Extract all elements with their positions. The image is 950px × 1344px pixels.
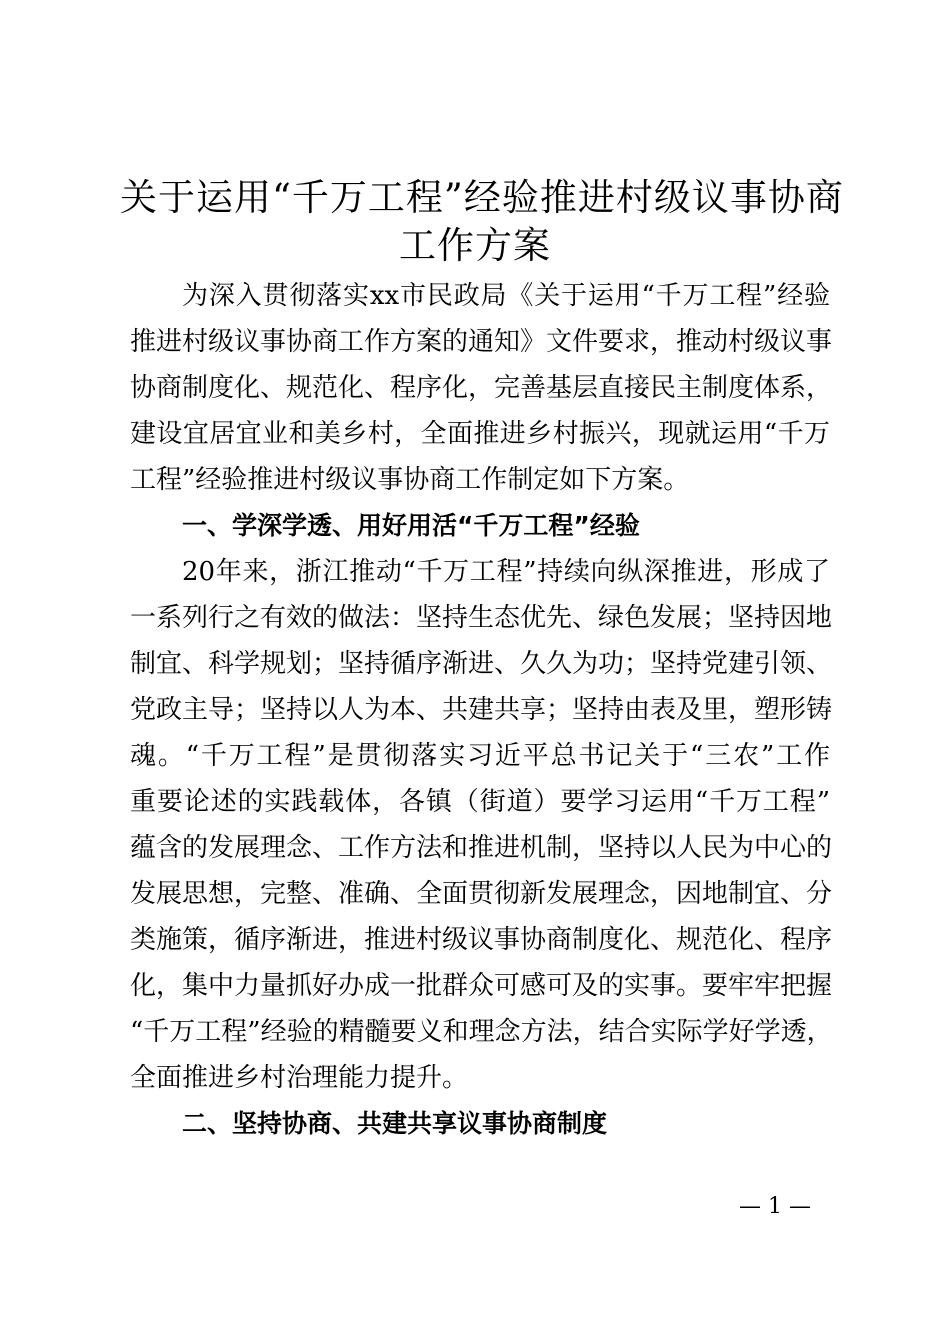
section1-paragraph-line: 魂。“千万工程”是贯彻落实习近平总书记关于“三农”工作	[130, 741, 830, 771]
section1-paragraph-line: 类施策，循序渐进，推进村级议事协商制度化、规范化、程序	[130, 925, 833, 955]
section1-paragraph-line: 一系列行之有效的做法：坚持生态优先、绿色发展；坚持因地	[130, 603, 833, 633]
section1-paragraph-line: 制宜、科学规划；坚持循序渐进、久久为功；坚持党建引领、	[130, 649, 833, 679]
section1-paragraph-line: 化，集中力量抓好办成一批群众可感可及的实事。要牢牢把握	[130, 971, 833, 1001]
section1-paragraph-line: 20年来，浙江推动“千万工程”持续向纵深推进，形成了	[182, 557, 830, 587]
intro-paragraph-line: 建设宜居宜业和美乡村，全面推进乡村振兴，现就运用“千万	[130, 419, 830, 449]
intro-paragraph-line: 为深入贯彻落实xx市民政局《关于运用“千万工程”经验	[182, 281, 830, 311]
intro-paragraph-line: 协商制度化、规范化、程序化，完善基层直接民主制度体系，	[130, 373, 833, 403]
document-title-line-2: 工作方案	[399, 224, 551, 267]
page-number: — 1 —	[739, 1194, 811, 1219]
section1-paragraph-line: 党政主导；坚持以人为本、共建共享；坚持由表及里，塑形铸	[130, 695, 833, 725]
section1-paragraph-line: 重要论述的实践载体，各镇（街道）要学习运用“千万工程”	[130, 787, 830, 817]
intro-paragraph-line: 推进村级议事协商工作方案的通知》文件要求，推动村级议事	[130, 327, 833, 357]
section1-paragraph-line: 发展思想，完整、准确、全面贯彻新发展理念，因地制宜、分	[130, 879, 833, 909]
section1-paragraph-line: 全面推进乡村治理能力提升。	[130, 1063, 469, 1093]
intro-paragraph-line: 工程”经验推进村级议事协商工作制定如下方案。	[130, 465, 690, 495]
section1-paragraph-line: “千万工程”经验的精髓要义和理念方法，结合实际学好学透，	[130, 1017, 833, 1047]
document-title-line-1: 关于运用“千万工程”经验推进村级议事协商	[120, 176, 844, 219]
section-heading-1: 一、学深学透、用好用活“千万工程”经验	[182, 511, 640, 540]
section1-paragraph-line: 蕴含的发展理念、工作方法和推进机制，坚持以人民为中心的	[130, 833, 833, 863]
section-heading-2: 二、坚持协商、共建共享议事协商制度	[182, 1109, 608, 1138]
